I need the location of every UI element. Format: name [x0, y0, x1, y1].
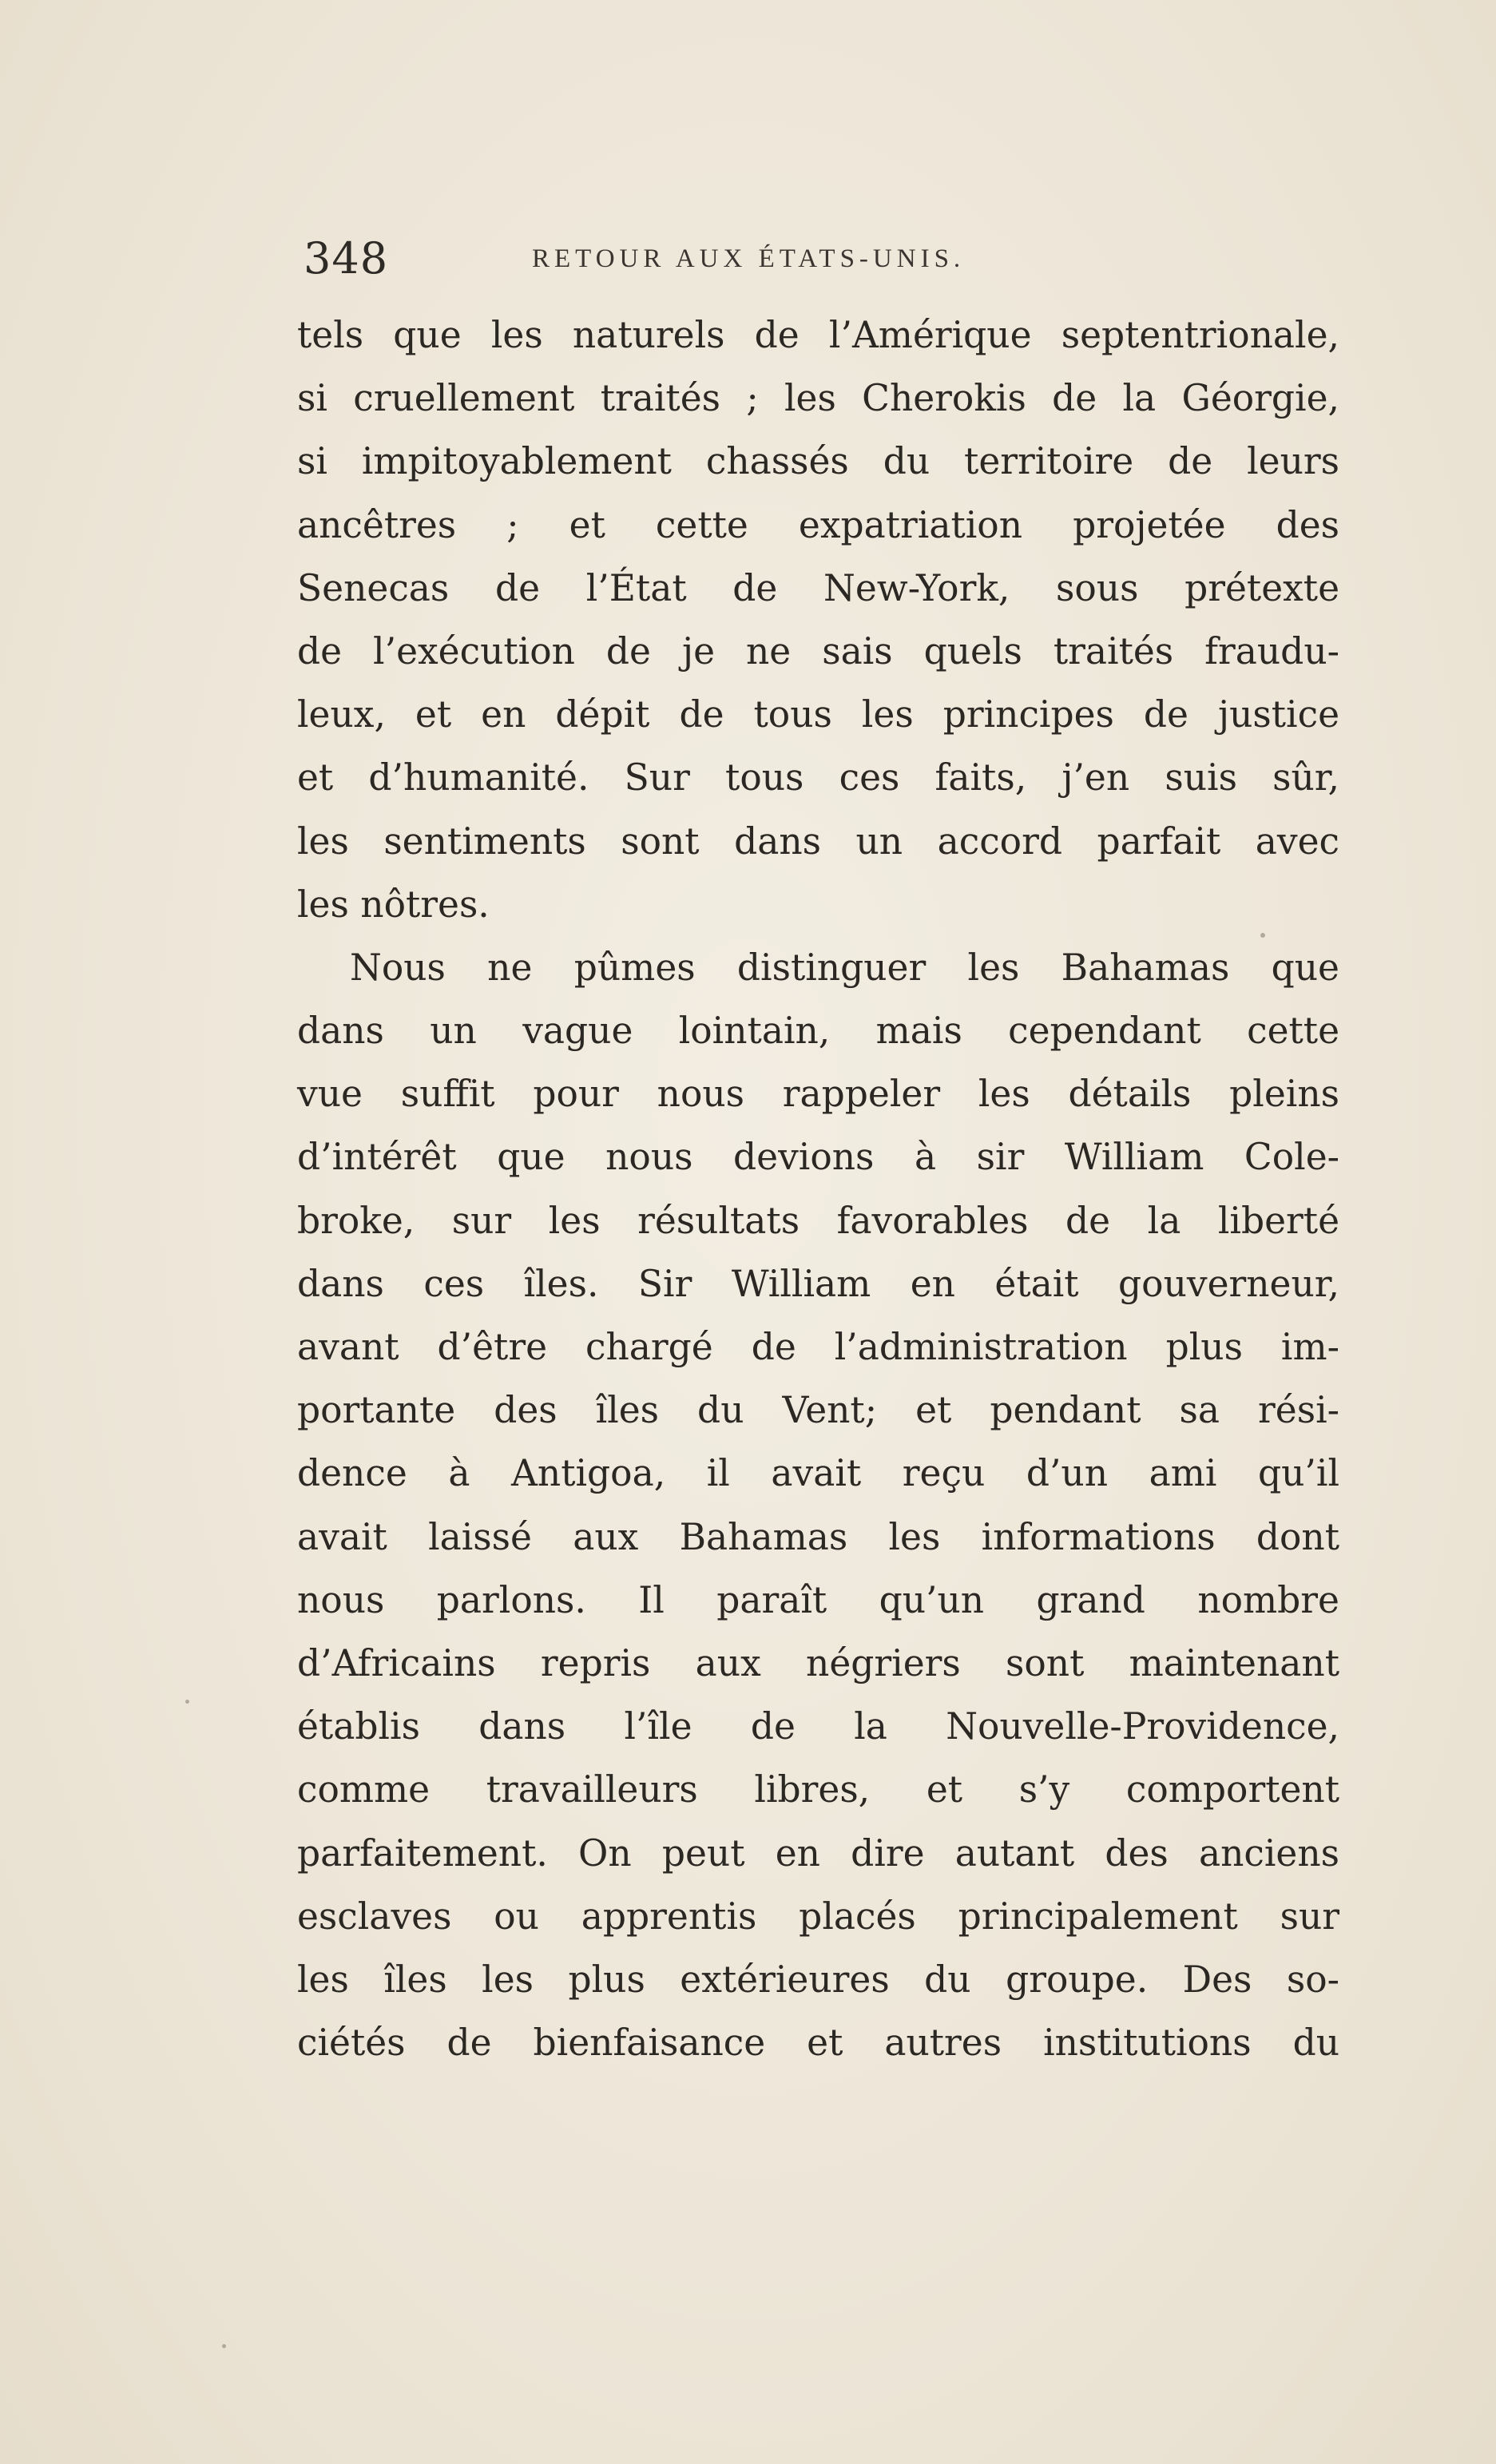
text-line: avant d’être chargé de l’administration plus im- — [297, 1326, 1339, 1368]
text-line: nous parlons. Il paraît qu’un grand nombre — [297, 1578, 1339, 1621]
paper-speck — [185, 1700, 189, 1704]
text-line: les sentiments sont dans un accord parfait avec — [297, 819, 1339, 863]
text-line: si cruellement traités ; les Cherokis de la Géorgie, — [297, 377, 1339, 420]
text-line: d’Africains repris aux négriers sont maintenant — [297, 1641, 1339, 1684]
text-line: Nous ne pûmes distinguer les Bahamas que — [350, 946, 1339, 989]
text-line: tels que les naturels de l’Amérique septentrionale, — [297, 314, 1339, 356]
text-line: les îles les plus extérieures du groupe. Des so- — [297, 1958, 1339, 2001]
text-line: avait laissé aux Bahamas les informations dont — [297, 1515, 1339, 1558]
running-title: RETOUR AUX ÉTATS-UNIS. — [532, 244, 966, 273]
text-line: dans ces îles. Sir William en était gouverneur, — [297, 1262, 1339, 1305]
text-line: établis dans l’île de la Nouvelle-Providence, — [297, 1705, 1339, 1748]
paper-speck — [1260, 933, 1265, 938]
text-line: ancêtres ; et cette expatriation projetée des — [297, 503, 1339, 546]
text-line: Senecas de l’État de New-York, sous prétexte — [297, 566, 1339, 609]
text-line: dans un vague lointain, mais cependant cette — [297, 1010, 1339, 1053]
text-line: comme travailleurs libres, et s’y comportent — [297, 1768, 1339, 1811]
text-line: d’intérêt que nous devions à sir William Cole- — [297, 1136, 1339, 1179]
text-line: de l’exécution de je ne sais quels traités fraudu- — [297, 629, 1339, 673]
text-line: parfaitement. On peut en dire autant des anciens — [297, 1831, 1339, 1875]
text-line: leux, et en dépit de tous les principes de justice — [297, 693, 1339, 736]
text-line: les nôtres. — [297, 883, 490, 926]
text-line: broke, sur les résultats favorables de la liberté — [297, 1199, 1339, 1242]
page-number: 348 — [304, 233, 389, 284]
text-line: portante des îles du Vent; et pendant sa rési- — [297, 1389, 1339, 1432]
body-text — [297, 304, 1339, 2074]
text-line: et d’humanité. Sur tous ces faits, j’en suis sûr, — [297, 756, 1339, 800]
page-header — [304, 233, 1358, 289]
text-line: ciétés de bienfaisance et autres institutions du — [297, 2022, 1339, 2065]
text-line: si impitoyablement chassés du territoire de leurs — [297, 440, 1339, 483]
text-line: esclaves ou apprentis placés principalement sur — [297, 1895, 1339, 1938]
paper-speck — [222, 2344, 226, 2348]
text-line: vue suffit pour nous rappeler les détails pleins — [297, 1073, 1339, 1116]
text-line: dence à Antigoa, il avait reçu d’un ami qu’il — [297, 1452, 1339, 1495]
